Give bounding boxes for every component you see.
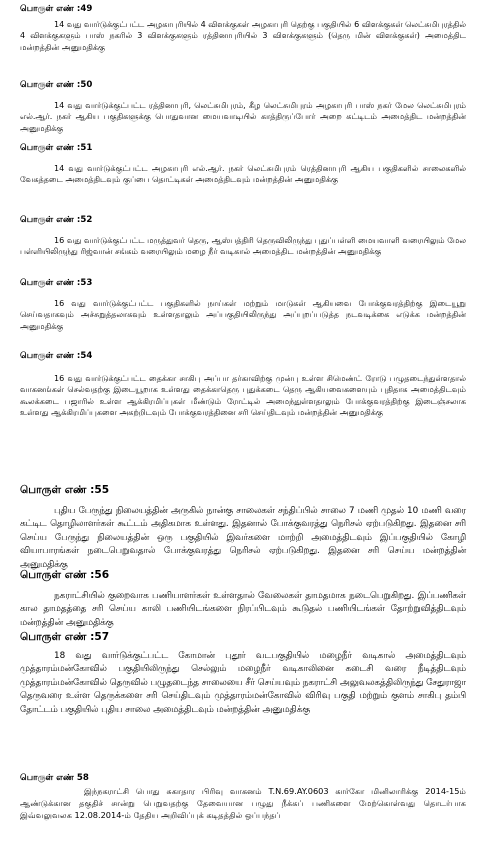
agenda-item-49 (20, 3, 466, 53)
item-body: 16 வது வார்டுக்குட்பட்ட தைக்கா சாகிபு அப்பா தர்காவிற்கு முன்பு உள்ள சிமெண்ட் ரோடு பழுதடைந்துள்ளதால் வாகனங்கள் செல்வதற்கு இடையூறாக உள்ளது தைக்காதெரு புதுக்கடை தெரு ஆகியவைகளையும் புதிதாக அமைத்திடவும் கூலக்கடை பஜாரில் உள்ள ஆக்கிரமிப்புகள் மீண்டும் ரோட்டில் அமைந்துள்ளதாலும் போக்குவரத்திற்கு இடைஞ்சலாக உள்ளது ஆக்கிரமிப்புகளை அகற்றிடவும் போக்குவரத்தினை சரி செய்திடவும் மன்றத்தின் அனுமதிக்கு (20, 374, 466, 418)
item-heading: பொருள் எண் :49 (20, 4, 93, 14)
agenda-item-50 (20, 79, 466, 134)
item-heading: பொருள் எண் :51 (20, 143, 93, 153)
item-heading: பொருள் எண் 58 (20, 773, 89, 783)
item-body: 16 வது வார்டுக்குட்பட்ட மருத்துவர் தெரு, ஆஸ்பத்திரி தெருவிலிருந்து புதுப்பள்ளி மையவாளி வரையிலும் மேல பள்ளியிலிருந்து ரிஜ்வான் சங்கம் வரையிலும் மழை நீர் வடிகால் அமைத்திட மன்றத்தின் அனுமதிக்கு (20, 236, 466, 257)
item-heading: பொருள் எண் :55 (20, 484, 110, 496)
item-body: 14 வது வார்டுக்குட்பட்ட அழகாபுரி எல்.ஆர். நகர் லெட்சுமிபுரம் ரெத்தினாபுரி ஆகிய பகுதிகளில் சாலைகளில் வேகத்தடை அமைத்திடவும் குப்பை தொட்டிகள் அமைத்திடவும் மன்றத்தின் அனுமதிக்கு (20, 164, 466, 185)
item-body: 18 வது வார்டுக்குட்பட்ட கோமான் புதூர் வடபகுதியில் மழைநீர் வடிகால் அமைத்திடவும் முத்தாரம்மன்கோவில் பகுதியிலிருந்து செல்லும் மழைநீர் வடிகாலினை கடைசி வரை நீடித்திடவும் முத்தாரம்மன்கோவில் தெருவில் பழுதடைந்த சாலையை சீர் செய்யவும் நகராட்சி அலுவலகத்திலிருந்து சேதுராஜா தெருவரை உள்ள தெருக்களை சரி செய்திடவும் முத்தாரம்மன்கோவில் விரிவு பகுதி மற்றும் குளம் சாகிபு தம்பி தோட்டம் பகுதியில் புதிய சாலை அமைத்திடவும் மன்றத்தின் அனுமதிக்கு (20, 651, 466, 715)
agenda-item-56 (20, 568, 466, 630)
item-heading: பொருள் எண் :57 (20, 631, 110, 643)
agenda-item-57 (20, 630, 466, 717)
item-heading: பொருள் எண் :53 (20, 278, 93, 288)
item-body: நகராட்சியில் குறைவாக பணியாளர்கள் உள்ளதால் வேலைகள் தாமதமாக நடைபெறுகிறது. இப்பணிகள் கால தாமதத்தை சரி செய்ய காலி பணியிடங்களை நிரப்பிடவும் கூடுதல் பணியிடங்கள் தோற்றுவித்திடவும் மன்றத்தின் அனுமதிக்கு (20, 591, 466, 628)
item-body: இந்நகராட்சி பொது சுகாதார பிரிவு வாகனம் T.N.69.AY.0603 கார்கோ மினிலாரிக்கு 2014-15ம் ஆண்டுக்கான தகுதிச் சான்று பெறுவதற்கு தேவையான பழுது நீக்கப் பணிகளை மேற்கொள்வது தொடர்பாக இவ்வலுவலக 12.08.2014-ம் தேதிய அறிவிப்புக் கடிதத்தில் ஒப்பந்தப் (20, 786, 466, 821)
agenda-item-53 (20, 277, 466, 332)
item-body: 16 வது வார்டுக்குட்பட்ட பகுதிகளில் நாய்கள் மற்றும் மாடுகள் ஆகியவை போக்குவரத்திற்கு இடையூறு செய்வதாகவும் அச்சுறுத்தலாகவும் உள்ளதாலும் அப்பகுதியிலிருந்து அப்புறப்படுத்த நடவடிக்கை எடுக்க மன்றத்தின் அனுமதிக்கு (20, 299, 466, 331)
item-body: புதிய பேருந்து நிலையத்தின் அருகில் நான்கு சாலைகள் சந்திப்பில் சாலை 7 மணி முதல் 10 மணி வரை கட்டிட தொழிலாளர்கள் கூட்டம் அதிகமாக உள்ளது. இதனால் போக்குவரத்து நெரிசல் ஏற்படுகிறது. இதனை சரி செய்ய பேருந்து நிலையத்தின் ஒரு பகுதியில் இவர்களை மாற்றி அமைத்திடவும் இப்பகுதியில் கோழி வியாபாரங்கள் நடைபெறுவதால் போக்குவரத்து நெரிசல் ஏற்படுகிறது. இதனை சரி செய்ய மன்றத்தின் அனுமதிக்கு (20, 506, 466, 570)
item-heading: பொருள் எண் :52 (20, 215, 93, 225)
agenda-item-55 (20, 483, 466, 572)
agenda-item-58 (20, 772, 466, 822)
item-body: 14 வது வார்டுக்குட்பட்ட ரத்தினாபுரி, லெட்சுமிபுரம், கீழ லெட்சுமிபுரம் அழகாபுரி பாஸ் நகர் மேல லெட்சுமிபுரம் எல்.ஆர். நகர் ஆகிய பகுதிகளுக்கு பொதுவான மையவாடியில் காத்திருப்போர் அறை கட்டிடம் அமைத்திட மன்றத்தின் அனுமதிக்கு (20, 101, 466, 133)
agenda-item-54 (20, 350, 466, 419)
agenda-item-51 (20, 142, 466, 186)
item-heading: பொருள் எண் :54 (20, 351, 93, 361)
item-heading: பொருள் எண் :50 (20, 80, 93, 90)
item-heading: பொருள் எண் :56 (20, 569, 110, 581)
item-body: 14 வது வார்டுக்குட்பட்ட அழகாபுரியில் 4 விளக்குகள் அழகாபுரி தெற்கு பகுதியில் 6 விளக்குகள் லெட்சுமிபுரத்தில் 4 விளக்குகளும் பாஸ் நகரில் 3 விளக்குகளும் ரத்தினாபுரியில் 3 விளக்குகளும் (தெரு மின் விளக்குகள்) அமைத்திட மன்றத்தின் அனுமதிக்கு (20, 20, 466, 52)
agenda-item-52 (20, 214, 466, 258)
